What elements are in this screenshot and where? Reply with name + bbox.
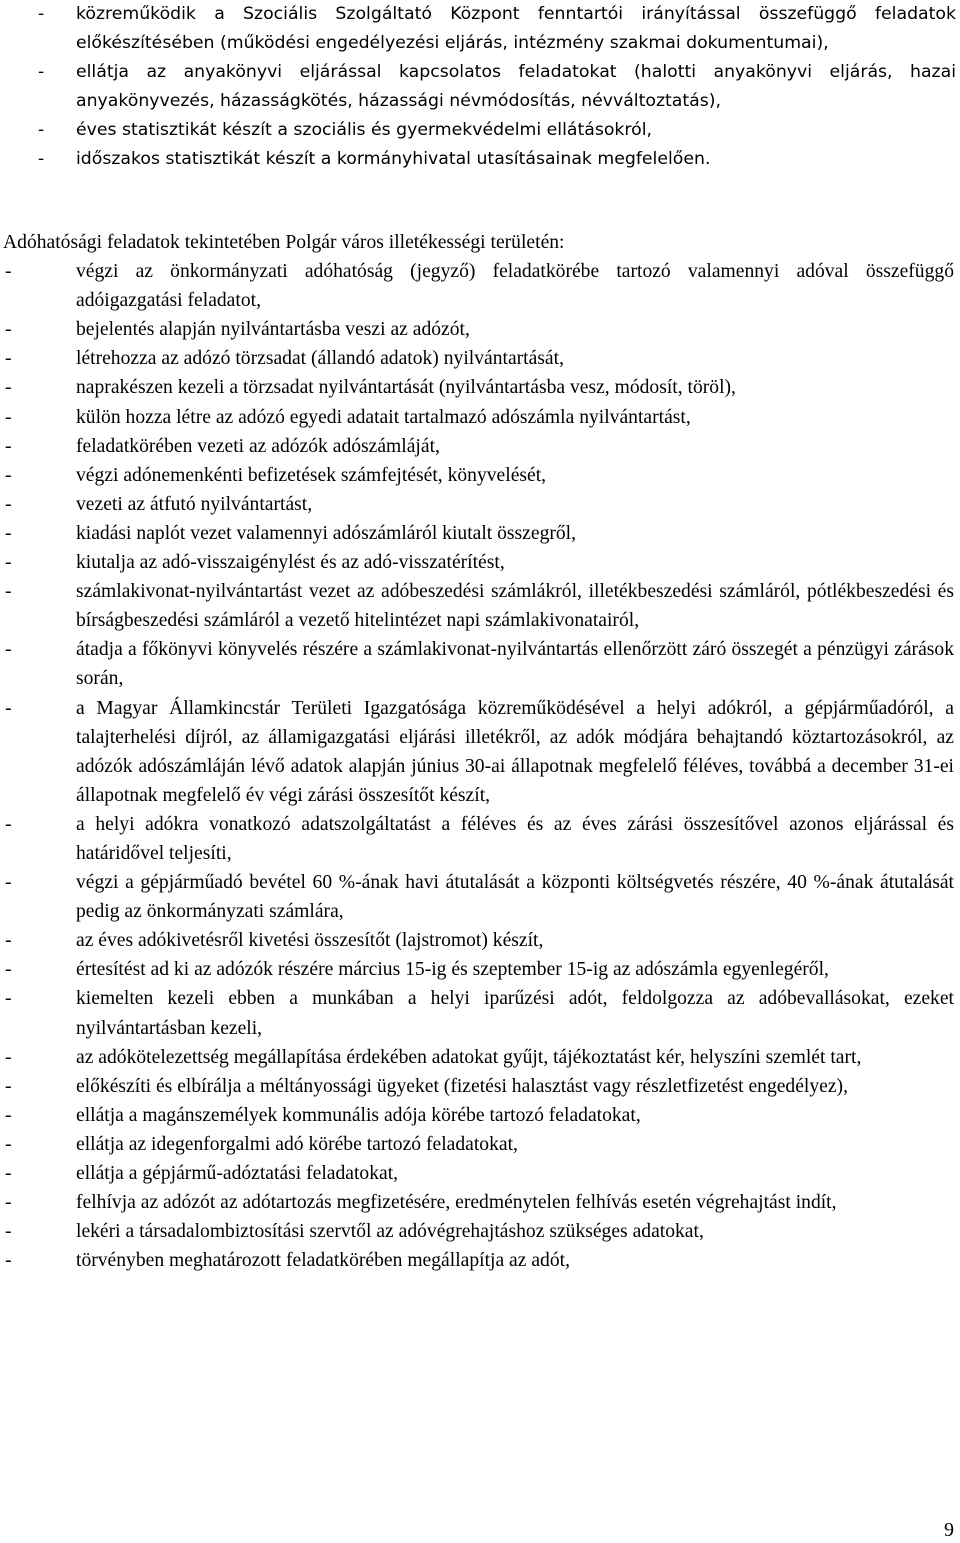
list-item (0, 1043, 960, 1072)
list-dash: - (5, 377, 12, 399)
list-dash: - (38, 62, 45, 82)
list-item-text: lekéri a társadalombiztosítási szervtől az adóvégrehajtáshoz szükséges adatokat, (76, 1221, 704, 1243)
list-item-text: ellátja a magánszemélyek kommunális adója körébe tartozó feladatokat, (76, 1104, 641, 1126)
list-item-text: végzi az önkormányzati adóhatóság (jegyző) feladatkörébe tartozó valamennyi adóval összefüggő adóigazgatási feladatot, (76, 261, 954, 312)
list-dash: - (5, 639, 12, 661)
list-item (0, 58, 960, 116)
list-item-text: bejelentés alapján nyilvántartásba veszi az adózót, (76, 319, 470, 341)
list-item (0, 1130, 960, 1159)
list-item-text: közreműködik a Szociális Szolgáltató Központ fenntartói irányítással összefüggő feladatok előkészítésében (működési engedélyezési eljárás, intézmény szakmai dokumentumai), (76, 4, 956, 53)
list-item (0, 694, 960, 810)
list-item-text: külön hozza létre az adózó egyedi adatait tartalmazó adószámla nyilvántartást, (76, 406, 691, 428)
list-item-text: időszakos statisztikát készít a kormányhivatal utasításainak megfelelően. (76, 149, 711, 169)
list-dash: - (5, 872, 12, 894)
list-item-text: felhívja az adózót az adótartozás megfizetésére, eredménytelen felhívás esetén végrehajtást indít, (76, 1192, 837, 1214)
list-item-text: éves statisztikát készít a szociális és gyermekvédelmi ellátásokról, (76, 120, 653, 140)
list-item (0, 1159, 960, 1188)
list-dash: - (5, 522, 12, 544)
page-number: 9 (944, 1519, 954, 1541)
list-item (0, 577, 960, 635)
list-item-text: az adókötelezettség megállapítása érdekében adatokat gyűjt, tájékoztatást kér, helyszíni szemlét tart, (76, 1046, 862, 1068)
list-dash: - (5, 1133, 12, 1155)
tax-section-intro: Adóhatósági feladatok tekintetében Polgár város illetékességi területén: (3, 232, 565, 253)
list-dash: - (5, 406, 12, 428)
list-dash: - (5, 319, 12, 341)
list-item-text: végzi adónemenkénti befizetések számfejtését, könyvelését, (76, 464, 547, 486)
list-item (0, 519, 960, 548)
list-item (0, 145, 960, 174)
list-dash: - (5, 581, 12, 603)
list-item (0, 490, 960, 519)
list-dash: - (5, 1163, 12, 1184)
list-item-text: kiutalja az adó-visszaigénylést és az adó-visszatérítést, (76, 552, 505, 574)
list-dash: - (5, 959, 12, 981)
list-dash: - (5, 988, 12, 1010)
list-item-text: törvényben meghatározott feladatkörében megállapítja az adót, (76, 1250, 570, 1272)
list-item-text: előkészíti és elbírálja a méltányossági ügyeket (fizetési halasztást vagy részletfizetést engedélyez), (76, 1075, 848, 1097)
list-dash: - (5, 1046, 12, 1068)
list-item (0, 1188, 960, 1217)
list-dash: - (38, 120, 45, 140)
list-dash: - (5, 435, 12, 457)
list-item (0, 984, 960, 1042)
list-item (0, 548, 960, 577)
list-dash: - (38, 4, 45, 24)
list-dash: - (5, 552, 12, 574)
list-item-text: végzi a gépjárműadó bevétel 60 %-ának havi átutalását a központi költségvetés részére, 40 %-ának átutalását pedig az önkormányzati számlára, (76, 872, 954, 923)
list-item (0, 373, 960, 402)
list-item-text: ellátja a gépjármű-adóztatási feladatokat, (76, 1163, 399, 1184)
list-item (0, 461, 960, 490)
list-item-text: ellátja az anyakönyvi eljárással kapcsolatos feladatokat (halotti anyakönyvi eljárás, hazai anyakönyvezés, házasságkötés, házassági névmódosítás, névváltoztatás), (76, 62, 956, 111)
list-item-text: kiadási naplót vezet valamennyi adószámláról kiutalt összegről, (76, 522, 577, 544)
municipal-tasks-list (0, 0, 960, 174)
tax-authority-section (0, 228, 960, 1275)
list-dash: - (5, 1104, 12, 1126)
list-item-text: a Magyar Államkincstár Területi Igazgatósága közreműködésével a helyi adókról, a gépjárműadóról, a talajterhelési díjról, az államigazgatási eljárási illetékről, az adók módjára behajtandó köztartozásokról, az adózók adószámláján lévő adatok alapján június 30-ai állapotnak megfelelő féléves, továbbá a december 31-ei állapotnak megfelelő év végi zárási összesítőt készít, (76, 697, 954, 806)
list-item-text: a helyi adókra vonatkozó adatszolgáltatást a féléves és az éves zárási összesítővel azonos eljárással és határidővel teljesíti, (76, 813, 954, 864)
list-dash: - (5, 697, 12, 719)
list-item (0, 635, 960, 693)
list-dash: - (5, 348, 12, 370)
list-dash: - (5, 1250, 12, 1272)
list-item (0, 257, 960, 315)
list-item-text: átadja a főkönyvi könyvelés részére a számlakivonat-nyilvántartás ellenőrzött záró összegét a pénzügyi zárások során, (76, 639, 954, 690)
list-item (0, 344, 960, 373)
list-item (0, 868, 960, 926)
list-item-text: értesítést ad ki az adózók részére március 15-ig és szeptember 15-ig az adószámla egyenlegéről, (76, 959, 829, 981)
list-item (0, 116, 960, 145)
list-dash: - (5, 261, 12, 283)
list-item (0, 1072, 960, 1101)
list-item-text: ellátja az idegenforgalmi adó körébe tartozó feladatokat, (76, 1133, 518, 1155)
list-item-text: naprakészen kezeli a törzsadat nyilvántartását (nyilvántartásba vesz, módosít, töröl), (76, 377, 736, 399)
list-item-text: feladatkörében vezeti az adózók adószámláját, (76, 435, 440, 457)
list-item (0, 0, 960, 58)
list-item (0, 1217, 960, 1246)
list-item-text: számlakivonat-nyilvántartást vezet az adóbeszedési számlákról, illetékbeszedési számláról, pótlékbeszedési és bírságbeszedési számláról a vezető hitelintézet napi számlakivonatairól, (76, 581, 954, 632)
list-item (0, 810, 960, 868)
list-item-text: vezeti az átfutó nyilvántartást, (76, 493, 313, 515)
list-dash: - (5, 464, 12, 486)
list-dash: - (5, 1221, 12, 1243)
list-item (0, 1101, 960, 1130)
list-item (0, 926, 960, 955)
list-item-text: az éves adókivetésről kivetési összesítőt (lajstromot) készít, (76, 930, 544, 952)
list-item (0, 315, 960, 344)
list-dash: - (38, 149, 45, 169)
list-dash: - (5, 813, 12, 835)
list-item (0, 432, 960, 461)
list-dash: - (5, 1192, 12, 1214)
list-dash: - (5, 493, 12, 515)
list-dash: - (5, 1075, 12, 1097)
list-item-text: létrehozza az adózó törzsadat (állandó adatok) nyilvántartását, (76, 348, 564, 370)
list-item (0, 955, 960, 984)
list-item (0, 403, 960, 432)
list-dash: - (5, 930, 12, 952)
list-item-text: kiemelten kezeli ebben a munkában a helyi iparűzési adót, feldolgozza az adóbevallásokat, ezeket nyilvántartásban kezeli, (76, 988, 954, 1039)
list-item (0, 1246, 960, 1275)
